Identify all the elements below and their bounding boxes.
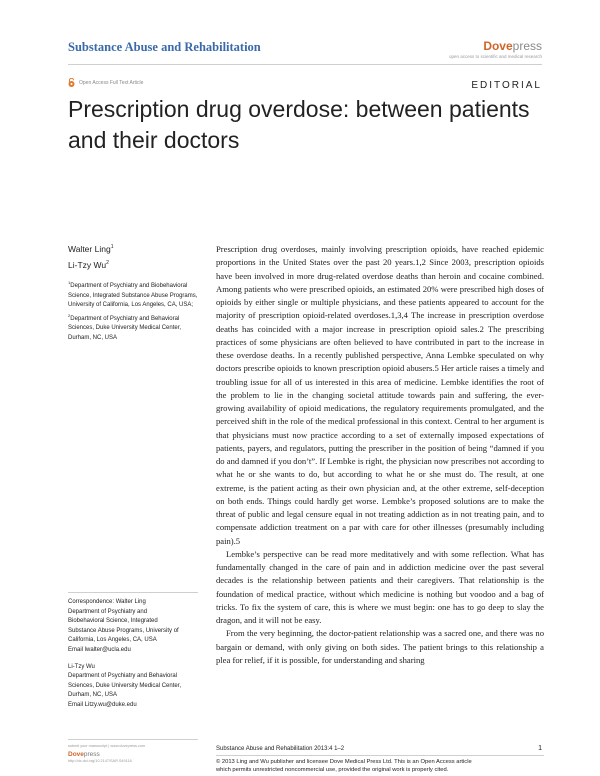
article-body	[216, 243, 544, 667]
sidebar-rule	[68, 592, 198, 593]
section-label: EDITORIAL	[471, 80, 542, 91]
author-1: Walter Ling$^1$	[68, 243, 114, 254]
citation: Substance Abuse and Rehabilitation 2013:4 1–2	[216, 746, 345, 752]
paragraph-2: Lembke’s perspective can be read more meditatively and with some reflection. What has fundamentally changed in the care of pain and in addiction medicine over the past several decades is the relationship between patients and their caregivers. That relationship is the foundation of medical practice, without which medicine is nothing but voodoo and a bag of tricks. To fix the system of care, this is where we must begin: one has to go deep to slay the dragon, and it will not be easy.	[216, 548, 544, 625]
publisher-logo-b: press	[512, 39, 542, 53]
email-link[interactable]: Email lwalter@ucla.edu	[68, 646, 131, 653]
copyright-1: © 2013 Ling and Wu publisher and licensee Dove Medical Press Ltd. This is an Open Access article	[216, 759, 472, 765]
affiliation-1: $^1$Department of Psychiatry and Biobehavioral Science, Integrated Substance Abuse Programs, University of California, Los Angeles, CA, USA;	[68, 280, 198, 309]
open-access-label	[68, 78, 143, 87]
footer-left-rule	[68, 739, 198, 740]
paragraph-3: From the very beginning, the doctor-patient relationship was a sacred one, and there was no bargain or demand, with only giving on both sides. The patient brings to this relationship a plea for relief, if it is possible, for understanding and sharing	[216, 628, 544, 665]
author-list	[68, 240, 198, 272]
article-title: Prescription drug overdose: between patients and their doctors	[68, 96, 530, 153]
footer-dove-logo: Dovepress	[68, 751, 100, 758]
copyright-2: which permits unrestricted noncommercial use, provided the original work is properly cited.	[216, 767, 449, 773]
publisher-tagline: open access to scientific and medical research	[448, 54, 542, 59]
correspondence-block-1: Correspondence: Walter Ling Department of Psychiatry and Biobehavioral Science, Integrated Substance Abuse Programs, University of California, Los Angeles, CA, USA Email lwalter@ucla.edu	[68, 599, 179, 653]
footer-rule	[216, 755, 544, 756]
email-link[interactable]: Email Litzy.wu@duke.edu	[68, 701, 137, 708]
doi-link[interactable]: http://dx.doi.org/10.2147/SAR.S49116	[68, 759, 132, 763]
correspondence	[68, 598, 198, 718]
submit-manuscript-link[interactable]: submit your manuscript | www.dovepress.com	[68, 744, 146, 748]
paragraph-1: Prescription drug overdoses, mainly involving prescription opioids, have reached epidemic proportions in the United States over the past 20 years.1,2 Since 2003, prescription opioids have been involved in more drug-related overdose deaths than heroin and cocaine combined. Among patients who were prescribed opioids, an estimated 20% were prescribed high doses of opioids by either single or multiple physicians, and these patients appeared to account for the majority of prescription opioid-related overdoses.1,3,4 The increase in prescription overdose deaths has coincided with a major increase in prescription opioid sales.2 The prescribing practices of some physicians are often believed to have contributed in part to the increase in these overdose deaths. In a recently published perspective, Anna Lembke speculated on why doctors prescribe opioids to known prescription opioid abusers.5 Her article raises a timely and troubling issue for all of us interested in this area of medicine. Lembke identifies the root of the problem to lie in the changing societal attitude towards pain and suffering, the ever-growing availability of opioid medications, the regulatory requirements promulgated, and the perceived shift in the role of the medical professional in this context. Central to her argument is that physicians must now practice according to a set of externally imposed expectations of patients, payers, and regulators, putting the prescriber in the position of being “damned if you do and damned if you don’t”. If Lembke is right, the physician now prescribes not according to what he or she wants to do, but according to what he or she must do. The result, at one extreme, is the patient acting as their own physician and, at the other extreme, self-deception on both ends. Things could hardly get worse. Lembke’s proposed solutions are to make the threat of public and legal censure equal in not treating addiction as in not treating pain, and to compensate addiction treatment on a par with care for other illnesses (presumably including pain).5	[216, 244, 544, 546]
affiliation-2: $^2$Department of Psychiatry and Behavioral Sciences, Duke University Medical Center, Durham, NC, USA	[68, 312, 182, 341]
footer-left	[68, 743, 198, 765]
journal-title: Substance Abuse and Rehabilitation	[68, 40, 261, 54]
page-number: 1	[538, 745, 542, 752]
publisher-logo	[483, 39, 542, 53]
author-2: Li-Tzy Wu$^2$	[68, 259, 109, 270]
correspondence-block-2: Li-Tzy Wu Department of Psychiatry and Behavioral Sciences, Duke University Medical Center, Durham, NC, USA Email Litzy.wu@duke.edu	[68, 663, 182, 708]
header-rule	[68, 64, 542, 65]
publisher-logo-a: Dove	[483, 39, 513, 53]
open-access-text: Open Access Full Text Article	[79, 79, 144, 86]
footer-right	[216, 745, 536, 774]
open-lock-icon	[68, 78, 75, 87]
affiliations	[68, 278, 198, 344]
